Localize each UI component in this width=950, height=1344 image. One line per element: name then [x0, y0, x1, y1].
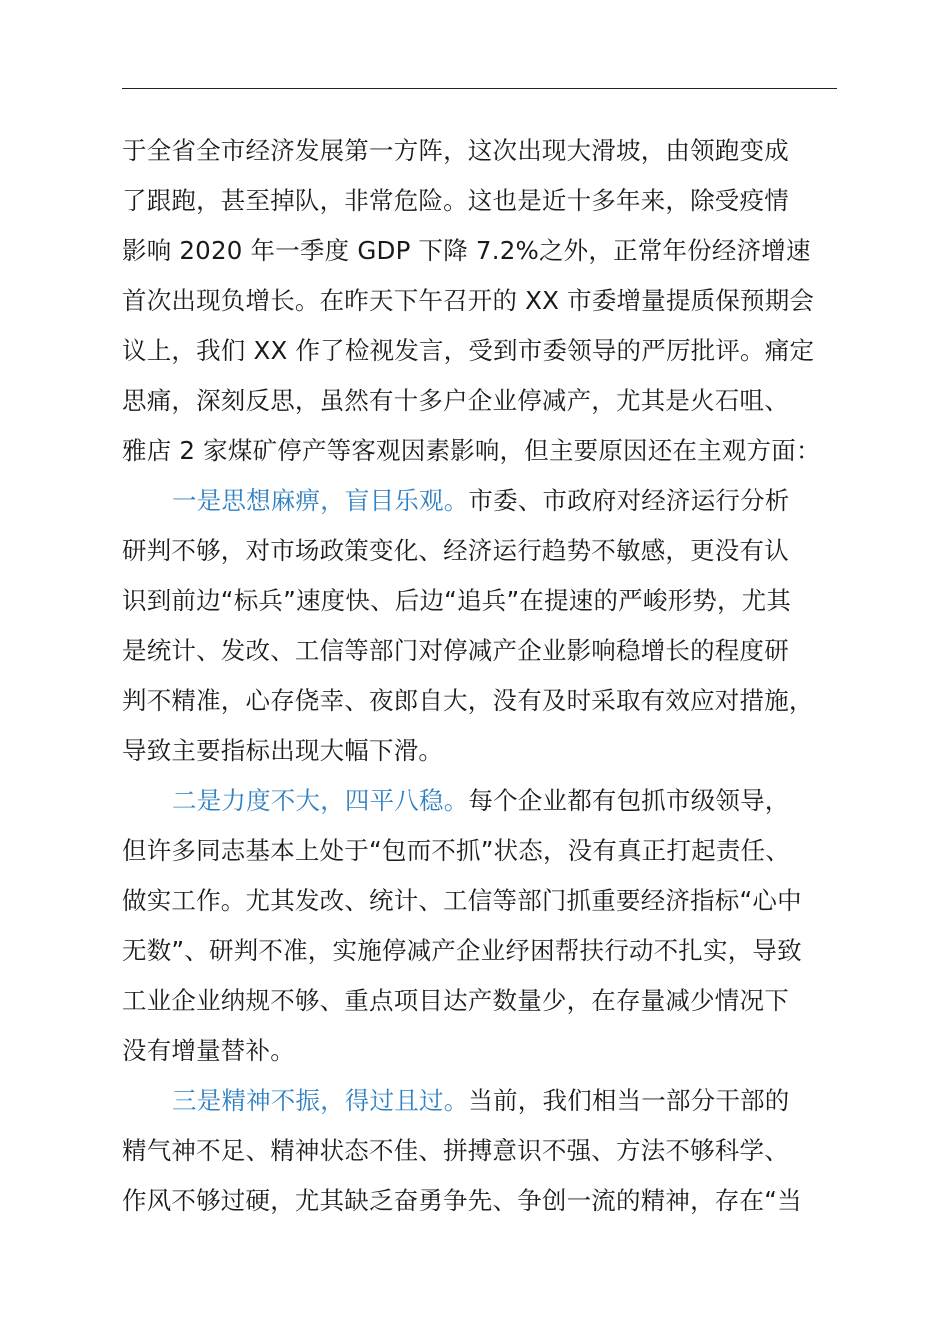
text-line: 做实工作。尤其发改、统计、工信等部门抓重要经济指标“心中 — [122, 886, 802, 915]
text-line: 研判不够，对市场政策变化、经济运行趋势不敏感，更没有认 — [122, 536, 789, 565]
text-line: 工业企业纳规不够、重点项目达产数量少，在存量减少情况下 — [122, 986, 789, 1015]
text-line: 于全省全市经济发展第一方阵，这次出现大滑坡，由领跑变成 — [122, 136, 789, 165]
paragraph-point-one — [122, 476, 844, 776]
paragraph-lead: 二是力度不大，四平八稳。 — [172, 786, 469, 815]
text-line: 识到前边“标兵”速度快、后边“追兵”在提速的严峻形势，尤其 — [122, 586, 792, 615]
text-line: 精气神不足、精神状态不佳、拼搏意识不强、方法不够科学、 — [122, 1136, 789, 1165]
text-line: 首次出现负增长。在昨天下午召开的 XX 市委增量提质保预期会 — [122, 286, 815, 315]
text-line: 但许多同志基本上处于“包而不抓”状态，没有真正打起责任、 — [122, 836, 790, 865]
paragraph-first-line — [122, 476, 844, 526]
text-line: 没有增量替补。 — [122, 1036, 295, 1065]
paragraph-first-rest: 每个企业都有包抓市级领导， — [468, 786, 790, 815]
text-line: 是统计、发改、工信等部门对停减产企业影响稳增长的程度研 — [122, 636, 789, 665]
paragraph-lead: 一是思想麻痹，盲目乐观。 — [172, 486, 469, 515]
paragraph-intro — [122, 126, 844, 476]
paragraph-lead: 三是精神不振，得过且过。 — [172, 1086, 469, 1115]
paragraph-first-rest: 当前，我们相当一部分干部的 — [468, 1086, 790, 1115]
paragraph-point-two — [122, 776, 844, 1076]
text-line: 影响 2020 年一季度 GDP 下降 7.2%之外，正常年份经济增速 — [122, 236, 811, 265]
text-line: 思痛，深刻反思，虽然有十多户企业停减产，尤其是火石咀、 — [122, 386, 789, 415]
paragraph-first-line — [122, 776, 844, 826]
body-text — [122, 126, 844, 1226]
text-line: 无数”、研判不准，实施停减产企业纾困帮扶行动不扎实，导致 — [122, 936, 802, 965]
text-line: 议上，我们 XX 作了检视发言，受到市委领导的严厉批评。痛定 — [122, 336, 815, 365]
text-line: 作风不够过硬，尤其缺乏奋勇争先、争创一流的精神，存在“当 — [122, 1186, 802, 1215]
paragraph-first-line — [122, 1076, 844, 1126]
text-line: 判不精准，心存侥幸、夜郎自大，没有及时采取有效应对措施， — [122, 686, 814, 715]
paragraph-point-three — [122, 1076, 844, 1226]
paragraph-first-rest: 市委、市政府对经济运行分析 — [468, 486, 790, 515]
header-rule — [122, 88, 837, 89]
text-line: 导致主要指标出现大幅下滑。 — [122, 736, 444, 765]
text-line: 雅店 2 家煤矿停产等客观因素影响，但主要原因还在主观方面： — [122, 436, 821, 465]
text-line: 了跟跑，甚至掉队，非常危险。这也是近十多年来，除受疫情 — [122, 186, 789, 215]
